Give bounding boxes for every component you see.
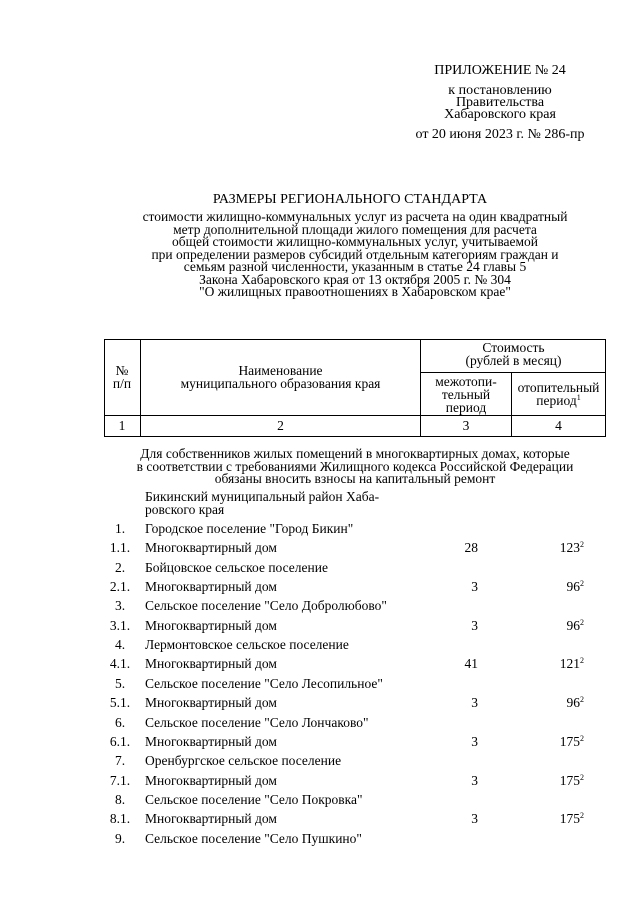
- appendix-date: от 20 июня 2023 г. № 286-пр: [415, 127, 585, 142]
- value-heating-text: 175: [559, 733, 580, 749]
- value-heating: [520, 656, 584, 672]
- row-number: 2.: [114, 559, 126, 575]
- row-number: 6.: [114, 714, 126, 730]
- heating-header-1: отопительный: [517, 380, 600, 395]
- value-nonheating: 3: [471, 772, 478, 788]
- table-row: [0, 695, 640, 713]
- col-num-header-2: п/п: [112, 376, 132, 391]
- value-heating: [520, 773, 584, 789]
- appendix-title: ПРИЛОЖЕНИЕ № 24: [434, 63, 566, 78]
- value-heating: [520, 579, 584, 595]
- document-title: РАЗМЕРЫ РЕГИОНАЛЬНОГО СТАНДАРТА: [212, 192, 488, 207]
- table-row: [0, 598, 640, 616]
- row-number: 1.1.: [109, 540, 131, 556]
- value-heating-text: 175: [559, 772, 580, 788]
- footnote-marker: 2: [580, 540, 584, 550]
- row-name: Многоквартирный дом: [145, 811, 277, 827]
- cost-header-2: (рублей в месяц): [465, 353, 562, 368]
- row-number: 8.1.: [109, 811, 131, 827]
- row-number: 1.: [114, 521, 126, 536]
- table-row: [0, 618, 640, 636]
- subtitle-line: семьям разной численности, указанным в статье 24 главы 5: [183, 259, 527, 274]
- subtitle-line: Закона Хабаровского края от 13 октября 2005 г. № 304: [199, 271, 511, 287]
- footnote-marker: 2: [580, 811, 584, 821]
- row-name: Лермонтовское сельское поселение: [145, 637, 349, 653]
- footnote-marker: 2: [580, 579, 584, 589]
- col-index-3: 3: [462, 418, 470, 433]
- district-line: Бикинский муниципальный район Хаба-: [145, 489, 380, 504]
- value-nonheating: 3: [471, 811, 478, 827]
- row-name: Городское поселение "Город Бикин": [145, 521, 354, 536]
- value-heating-text: 96: [566, 695, 580, 711]
- footnote-marker: 1: [576, 393, 581, 402]
- value-nonheating: 3: [471, 733, 478, 749]
- subtitle-line: общей стоимости жилищно-коммунальных услуг, учитываемой: [171, 234, 539, 249]
- row-number: 7.: [114, 753, 126, 769]
- row-number: 7.1.: [109, 772, 131, 788]
- row-name: Оренбургское сельское поселение: [145, 753, 342, 769]
- row-number: 9.: [114, 830, 126, 846]
- table-header: [104, 339, 606, 437]
- section-line: в соответствии с требованиями Жилищного кодекса Российской Федерации: [136, 458, 574, 474]
- section-heading: [100, 448, 610, 486]
- appendix-line-3: Хабаровского края: [444, 107, 556, 122]
- value-nonheating: 41: [464, 656, 478, 672]
- district-heading: [145, 490, 379, 516]
- footnote-marker: 2: [580, 772, 584, 782]
- value-heating: [520, 695, 584, 711]
- cost-header-1: Стоимость: [482, 340, 545, 355]
- value-heating-text: 121: [559, 656, 580, 672]
- footnote-marker: 2: [580, 733, 584, 743]
- footnote-marker: 2: [580, 617, 584, 627]
- col-name-header-1: Наименование: [238, 363, 323, 378]
- row-number: 4.1.: [109, 656, 131, 672]
- row-number: 8.: [114, 791, 126, 807]
- row-name: Многоквартирный дом: [145, 772, 277, 788]
- row-name: Многоквартирный дом: [145, 656, 277, 672]
- value-heating: [520, 618, 584, 634]
- value-heating-text: 175: [559, 811, 580, 827]
- row-number: 4.: [114, 637, 126, 653]
- value-nonheating: 28: [464, 540, 478, 556]
- value-nonheating: 3: [471, 579, 478, 595]
- table-row: [0, 521, 640, 539]
- district-line: ровского края: [145, 502, 225, 517]
- subtitle-line: стоимости жилищно-коммунальных услуг из расчета на один квадратный: [142, 209, 568, 224]
- footnote-marker: 2: [580, 695, 584, 705]
- value-heating-text: 96: [566, 617, 580, 633]
- table-row: [0, 560, 640, 578]
- table-row: [0, 676, 640, 694]
- table-row: [0, 715, 640, 733]
- appendix-line-1: к постановлению: [448, 83, 552, 98]
- col-index-1: 1: [118, 418, 126, 433]
- value-heating: [520, 734, 584, 750]
- row-name: Сельское поселение "Село Лончаково": [145, 714, 369, 730]
- table-row: [0, 792, 640, 810]
- nonheating-header-1: межотопи-: [435, 374, 497, 389]
- row-name: Многоквартирный дом: [145, 540, 277, 556]
- value-nonheating: 3: [471, 695, 478, 711]
- row-name: Многоквартирный дом: [145, 579, 277, 595]
- row-name: Бойцовское сельское поселение: [145, 559, 328, 575]
- value-heating-text: 123: [559, 540, 580, 556]
- value-heating: [520, 811, 584, 827]
- nonheating-header-3: период: [445, 400, 487, 415]
- row-name: Многоквартирный дом: [145, 617, 277, 633]
- row-number: 2.1.: [109, 579, 131, 595]
- row-number: 3.: [114, 598, 126, 614]
- subtitle-line: метр дополнительной площади жилого помещения для расчета: [173, 221, 537, 237]
- appendix-line-2: Правительства: [455, 95, 545, 110]
- col-index-2: 2: [277, 418, 284, 433]
- row-name: Сельское поселение "Село Лесопильное": [145, 675, 383, 691]
- row-name: Многоквартирный дом: [145, 695, 277, 711]
- row-name: Сельское поселение "Село Добролюбово": [145, 598, 387, 614]
- row-name: Сельское поселение "Село Покровка": [145, 791, 363, 807]
- row-number: 3.1.: [109, 617, 131, 633]
- row-number: 5.: [114, 675, 126, 691]
- col-name-header-2: муниципального образования края: [180, 376, 381, 391]
- table-row: [0, 579, 640, 597]
- table-row: [0, 811, 640, 829]
- row-name: Сельское поселение "Село Пушкино": [145, 830, 362, 846]
- row-number: 6.1.: [109, 733, 131, 749]
- subtitle-line: "О жилищных правоотношениях в Хабаровском крае": [199, 284, 511, 299]
- value-heating: [520, 540, 584, 556]
- document-subtitle: [100, 211, 610, 299]
- table-row: [0, 773, 640, 791]
- nonheating-header-2: тельный: [441, 387, 491, 402]
- section-line: Для собственников жилых помещений в многоквартирных домах, которые: [140, 446, 570, 461]
- table-row: [0, 831, 640, 849]
- value-nonheating: 3: [471, 617, 478, 633]
- subtitle-line: при определении размеров субсидий отдельным категориям граждан и: [151, 246, 559, 262]
- row-number: 5.1.: [109, 695, 131, 711]
- table-row: [0, 734, 640, 752]
- section-line: обязаны вносить взносы на капитальный ремонт: [214, 471, 496, 486]
- table-row: [0, 656, 640, 674]
- heating-header-2: [512, 394, 605, 407]
- heating-header-2-text: период: [536, 393, 577, 408]
- table-row: [0, 540, 640, 558]
- table-row: [0, 637, 640, 655]
- table-row: [0, 753, 640, 771]
- value-heating-text: 96: [566, 579, 580, 595]
- col-index-4: 4: [555, 418, 562, 433]
- row-name: Многоквартирный дом: [145, 733, 277, 749]
- col-num-header-1: №: [115, 363, 129, 378]
- footnote-marker: 2: [580, 656, 584, 666]
